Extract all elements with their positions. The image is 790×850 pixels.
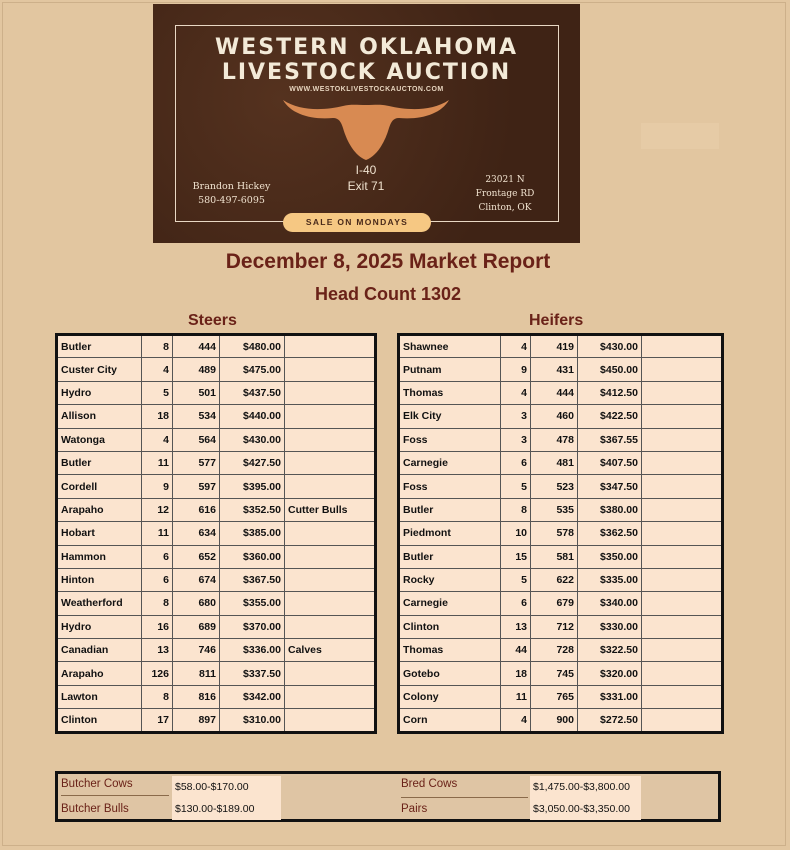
- banner-title-line1: WESTERN OKLAHOMA: [214, 35, 518, 60]
- table-row: [399, 358, 723, 381]
- town-cell: Hinton: [57, 568, 142, 591]
- head-count-cell: 13: [501, 615, 531, 638]
- address-line1: 23021 N: [485, 175, 525, 185]
- price-cell: $362.50: [578, 522, 642, 545]
- weight-cell: 765: [531, 685, 578, 708]
- price-cell: $350.00: [578, 545, 642, 568]
- head-count-cell: 5: [142, 381, 173, 404]
- table-row: [399, 428, 723, 451]
- town-cell: Butler: [399, 545, 501, 568]
- head-count-cell: 17: [142, 709, 173, 732]
- butcher-bulls-label: Butcher Bulls: [61, 803, 129, 815]
- town-cell: Corn: [399, 709, 501, 732]
- table-row: [399, 615, 723, 638]
- town-cell: Butler: [57, 335, 142, 358]
- table-row: [57, 522, 376, 545]
- head-count-cell: 18: [142, 405, 173, 428]
- price-cell: $320.00: [578, 662, 642, 685]
- price-cell: $440.00: [220, 405, 285, 428]
- head-count-cell: 6: [142, 568, 173, 591]
- town-cell: Putnam: [399, 358, 501, 381]
- note-cell: [285, 335, 376, 358]
- table-row: [57, 451, 376, 474]
- note-cell: [642, 451, 723, 474]
- weight-cell: 489: [173, 358, 220, 381]
- price-cell: $367.55: [578, 428, 642, 451]
- note-cell: [642, 545, 723, 568]
- town-cell: Hammon: [57, 545, 142, 568]
- table-row: [57, 639, 376, 662]
- weight-cell: 535: [531, 498, 578, 521]
- weight-cell: 481: [531, 451, 578, 474]
- price-cell: $422.50: [578, 405, 642, 428]
- weight-cell: 816: [173, 685, 220, 708]
- note-cell: [285, 381, 376, 404]
- table-row: [57, 335, 376, 358]
- weight-cell: 523: [531, 475, 578, 498]
- head-count: Head Count 1302: [314, 284, 462, 304]
- price-cell: $395.00: [220, 475, 285, 498]
- head-count-cell: 11: [142, 522, 173, 545]
- weight-cell: 622: [531, 568, 578, 591]
- steers-table: [55, 333, 377, 734]
- weight-cell: 581: [531, 545, 578, 568]
- town-cell: Hobart: [57, 522, 142, 545]
- town-cell: Thomas: [399, 639, 501, 662]
- weight-cell: 679: [531, 592, 578, 615]
- price-cell: $337.50: [220, 662, 285, 685]
- note-cell: [285, 358, 376, 381]
- table-row: [57, 381, 376, 404]
- table-row: [399, 405, 723, 428]
- table-row: [57, 475, 376, 498]
- note-cell: [285, 405, 376, 428]
- town-cell: Butler: [57, 451, 142, 474]
- table-row: [57, 498, 376, 521]
- head-count-cell: 18: [501, 662, 531, 685]
- table-row: [399, 451, 723, 474]
- note-cell: [285, 522, 376, 545]
- table-row: [399, 475, 723, 498]
- table-row: [399, 335, 723, 358]
- town-cell: Gotebo: [399, 662, 501, 685]
- weight-cell: 431: [531, 358, 578, 381]
- note-cell: [642, 381, 723, 404]
- price-cell: $367.50: [220, 568, 285, 591]
- town-cell: Arapaho: [57, 498, 142, 521]
- note-cell: [642, 709, 723, 732]
- contact-info: [189, 180, 274, 208]
- head-count-cell: 13: [142, 639, 173, 662]
- price-cell: $347.50: [578, 475, 642, 498]
- note-cell: [285, 615, 376, 638]
- longhorn-icon: [281, 90, 451, 162]
- town-cell: Shawnee: [399, 335, 501, 358]
- note-cell: [642, 615, 723, 638]
- note-cell: [642, 405, 723, 428]
- price-cell: $475.00: [220, 358, 285, 381]
- table-row: [57, 405, 376, 428]
- head-count-cell: 4: [501, 381, 531, 404]
- weight-cell: 419: [531, 335, 578, 358]
- head-count-cell: 12: [142, 498, 173, 521]
- table-row: [57, 592, 376, 615]
- town-cell: Rocky: [399, 568, 501, 591]
- label-underline: [401, 797, 528, 798]
- table-row: [57, 662, 376, 685]
- note-cell: [285, 451, 376, 474]
- weight-cell: 712: [531, 615, 578, 638]
- address-line3: Clinton, OK: [478, 203, 532, 213]
- note-cell: [642, 639, 723, 662]
- table-row: [399, 381, 723, 404]
- table-row: [399, 545, 723, 568]
- weight-cell: 745: [531, 662, 578, 685]
- head-count-cell: 8: [142, 592, 173, 615]
- table-row: [399, 568, 723, 591]
- label-underline: [61, 795, 169, 796]
- weight-cell: 689: [173, 615, 220, 638]
- price-cell: $272.50: [578, 709, 642, 732]
- head-count-cell: 6: [501, 451, 531, 474]
- town-cell: Clinton: [399, 615, 501, 638]
- table-row: [57, 709, 376, 732]
- bred-cows-value: $1,475.00-$3,800.00: [530, 776, 641, 798]
- weight-cell: 577: [173, 451, 220, 474]
- town-cell: Cordell: [57, 475, 142, 498]
- head-count-cell: 6: [142, 545, 173, 568]
- auction-logo-banner: [153, 4, 580, 243]
- table-row: [57, 568, 376, 591]
- summary-box: [55, 771, 721, 822]
- head-count-cell: 4: [142, 358, 173, 381]
- weight-cell: 564: [173, 428, 220, 451]
- price-cell: $310.00: [220, 709, 285, 732]
- note-cell: Cutter Bulls: [285, 498, 376, 521]
- weight-cell: 534: [173, 405, 220, 428]
- head-count-cell: 10: [501, 522, 531, 545]
- note-cell: [285, 475, 376, 498]
- town-cell: Colony: [399, 685, 501, 708]
- pairs-label: Pairs: [401, 803, 428, 815]
- head-count-cell: 6: [501, 592, 531, 615]
- price-cell: $412.50: [578, 381, 642, 404]
- note-cell: [642, 475, 723, 498]
- town-cell: Thomas: [399, 381, 501, 404]
- weight-cell: 746: [173, 639, 220, 662]
- report-title: December 8, 2025 Market Report: [225, 250, 551, 273]
- butcher-bulls-value: $130.00-$189.00: [172, 798, 281, 820]
- weight-cell: 460: [531, 405, 578, 428]
- weight-cell: 897: [173, 709, 220, 732]
- price-cell: $352.50: [220, 498, 285, 521]
- price-cell: $427.50: [220, 451, 285, 474]
- town-cell: Clinton: [57, 709, 142, 732]
- price-cell: $355.00: [220, 592, 285, 615]
- head-count-cell: 4: [501, 335, 531, 358]
- contact-phone: 580-497-6095: [198, 195, 265, 206]
- weight-cell: 680: [173, 592, 220, 615]
- head-count-cell: 11: [501, 685, 531, 708]
- head-count-cell: 3: [501, 405, 531, 428]
- note-cell: [642, 568, 723, 591]
- head-count-cell: 4: [501, 709, 531, 732]
- weight-cell: 674: [173, 568, 220, 591]
- banner-website: WWW.WESTOKLIVESTOCKAUCTON.COM: [289, 86, 444, 93]
- price-cell: $480.00: [220, 335, 285, 358]
- weight-cell: 478: [531, 428, 578, 451]
- note-cell: [642, 522, 723, 545]
- town-cell: Hydro: [57, 381, 142, 404]
- price-cell: $342.00: [220, 685, 285, 708]
- head-count-cell: 3: [501, 428, 531, 451]
- steers-label: Steers: [188, 312, 237, 329]
- town-cell: Foss: [399, 475, 501, 498]
- price-cell: $430.00: [578, 335, 642, 358]
- faint-background-box: [641, 123, 719, 149]
- note-cell: [285, 428, 376, 451]
- town-cell: Hydro: [57, 615, 142, 638]
- highway-exit: [336, 162, 396, 194]
- price-cell: $330.00: [578, 615, 642, 638]
- town-cell: Elk City: [399, 405, 501, 428]
- price-cell: $360.00: [220, 545, 285, 568]
- head-count-cell: 9: [501, 358, 531, 381]
- price-cell: $331.00: [578, 685, 642, 708]
- price-cell: $380.00: [578, 498, 642, 521]
- weight-cell: 444: [173, 335, 220, 358]
- weight-cell: 501: [173, 381, 220, 404]
- banner-title-line2: LIVESTOCK AUCTION: [221, 60, 512, 85]
- exit-label: Exit 71: [347, 179, 385, 193]
- town-cell: Butler: [399, 498, 501, 521]
- town-cell: Arapaho: [57, 662, 142, 685]
- head-count-cell: 44: [501, 639, 531, 662]
- highway-label: I-40: [355, 163, 377, 177]
- note-cell: [642, 428, 723, 451]
- table-row: [57, 545, 376, 568]
- town-cell: Custer City: [57, 358, 142, 381]
- price-cell: $407.50: [578, 451, 642, 474]
- price-cell: $335.00: [578, 568, 642, 591]
- table-row: [57, 685, 376, 708]
- town-cell: Weatherford: [57, 592, 142, 615]
- note-cell: [642, 498, 723, 521]
- head-count-cell: 5: [501, 568, 531, 591]
- town-cell: Allison: [57, 405, 142, 428]
- pairs-value: $3,050.00-$3,350.00: [530, 798, 641, 820]
- weight-cell: 728: [531, 639, 578, 662]
- price-cell: $336.00: [220, 639, 285, 662]
- table-row: [399, 709, 723, 732]
- note-cell: [642, 592, 723, 615]
- weight-cell: 444: [531, 381, 578, 404]
- note-cell: [285, 592, 376, 615]
- town-cell: Carnegie: [399, 592, 501, 615]
- table-row: [399, 522, 723, 545]
- note-cell: [642, 662, 723, 685]
- heifers-label: Heifers: [529, 312, 584, 329]
- head-count-cell: 4: [142, 428, 173, 451]
- table-row: [399, 498, 723, 521]
- table-row: [57, 428, 376, 451]
- price-cell: $370.00: [220, 615, 285, 638]
- price-cell: $450.00: [578, 358, 642, 381]
- head-count-cell: 9: [142, 475, 173, 498]
- note-cell: [285, 568, 376, 591]
- head-count-cell: 8: [142, 685, 173, 708]
- note-cell: [285, 685, 376, 708]
- town-cell: Canadian: [57, 639, 142, 662]
- head-count-cell: 11: [142, 451, 173, 474]
- heifers-table: [397, 333, 724, 734]
- bred-cows-label: Bred Cows: [401, 778, 458, 790]
- table-row: [399, 592, 723, 615]
- price-cell: $322.50: [578, 639, 642, 662]
- town-cell: Lawton: [57, 685, 142, 708]
- note-cell: [642, 685, 723, 708]
- note-cell: [642, 358, 723, 381]
- weight-cell: 578: [531, 522, 578, 545]
- price-cell: $385.00: [220, 522, 285, 545]
- head-count-cell: 5: [501, 475, 531, 498]
- address-info: [465, 173, 545, 215]
- weight-cell: 652: [173, 545, 220, 568]
- table-row: [399, 685, 723, 708]
- price-cell: $340.00: [578, 592, 642, 615]
- town-cell: Watonga: [57, 428, 142, 451]
- note-cell: [642, 335, 723, 358]
- table-row: [57, 358, 376, 381]
- note-cell: [285, 662, 376, 685]
- head-count-cell: 16: [142, 615, 173, 638]
- note-cell: [285, 709, 376, 732]
- note-cell: Calves: [285, 639, 376, 662]
- address-line2: Frontage RD: [475, 189, 535, 199]
- table-row: [399, 662, 723, 685]
- table-row: [57, 615, 376, 638]
- weight-cell: 634: [173, 522, 220, 545]
- sale-day-badge: SALE ON MONDAYS: [283, 213, 431, 232]
- butcher-cows-value: $58.00-$170.00: [172, 776, 281, 798]
- town-cell: Foss: [399, 428, 501, 451]
- head-count-cell: 126: [142, 662, 173, 685]
- weight-cell: 616: [173, 498, 220, 521]
- head-count-cell: 8: [501, 498, 531, 521]
- price-cell: $437.50: [220, 381, 285, 404]
- contact-name: Brandon Hickey: [192, 181, 271, 192]
- weight-cell: 900: [531, 709, 578, 732]
- town-cell: Carnegie: [399, 451, 501, 474]
- table-row: [399, 639, 723, 662]
- town-cell: Piedmont: [399, 522, 501, 545]
- note-cell: [285, 545, 376, 568]
- weight-cell: 811: [173, 662, 220, 685]
- butcher-cows-label: Butcher Cows: [61, 778, 133, 790]
- head-count-cell: 15: [501, 545, 531, 568]
- head-count-cell: 8: [142, 335, 173, 358]
- weight-cell: 597: [173, 475, 220, 498]
- price-cell: $430.00: [220, 428, 285, 451]
